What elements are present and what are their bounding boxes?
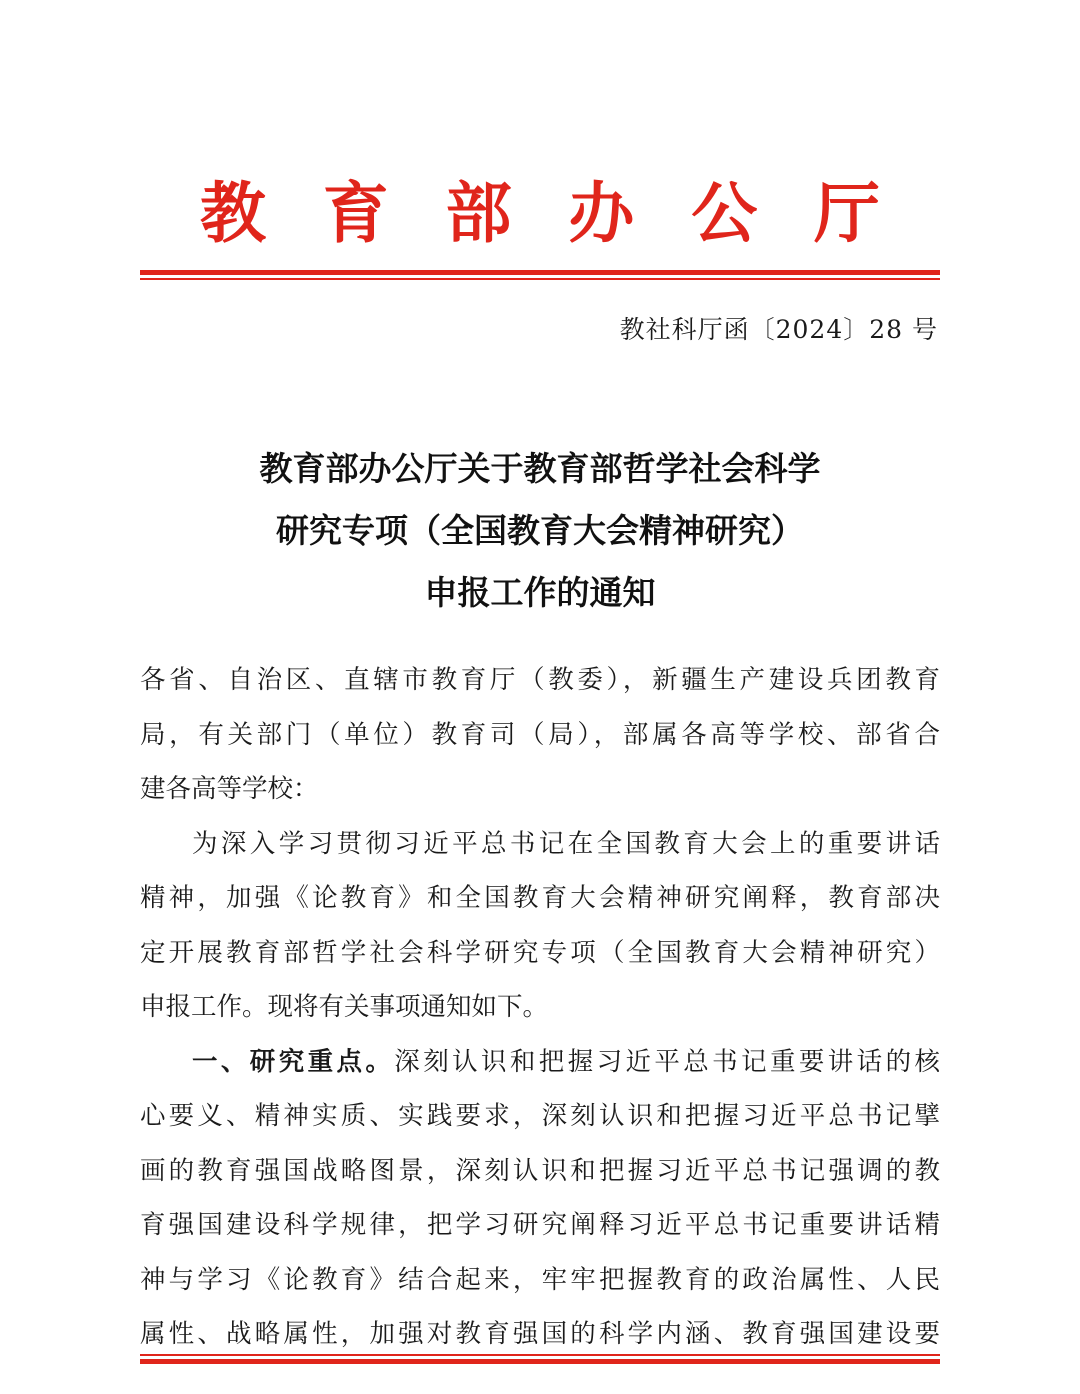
title-line: 申报工作的通知: [424, 573, 656, 612]
masthead-char: 育: [322, 174, 389, 252]
document-body: [140, 653, 940, 1362]
section-first-line: [140, 1035, 940, 1090]
section-heading: 一、研究重点。: [192, 1046, 395, 1077]
addressee-line: 建各高等学校：: [140, 774, 319, 804]
header-rule-thick: [140, 270, 940, 275]
paragraph-line: 神与学习《论教育》结合起来，牢牢把握教育的政治属性、人民: [140, 1264, 940, 1295]
masthead-char: 公: [691, 174, 758, 252]
header-rule-thin: [140, 278, 940, 280]
masthead-char: 教: [200, 174, 266, 252]
addressee-line: 各省、自治区、直辖市教育厅（教委），新疆生产建设兵团教育: [140, 665, 940, 695]
addressee-line: 局，有关部门（单位）教育司（局），部属各高等学校、部省合: [140, 719, 940, 750]
title-line: 研究专项（全国教育大会精神研究）: [276, 511, 804, 550]
title-line: 教育部办公厅关于教育部哲学社会科学: [259, 449, 821, 488]
masthead-char: 部: [445, 174, 512, 252]
paragraph-line: 育强国建设科学规律，把学习研究阐释习近平总书记重要讲话精: [140, 1210, 940, 1240]
paragraph-line: 属性、战略属性，加强对教育强国的科学内涵、教育强国建设要: [140, 1319, 940, 1349]
paragraph-line: 精神，加强《论教育》和全国教育大会精神研究阐释，教育部决: [140, 883, 940, 913]
paragraph-line: 心要义、精神实质、实践要求，深刻认识和把握习近平总书记擘: [140, 1101, 940, 1131]
paragraph-line: 申报工作。现将有关事项通知如下。: [140, 992, 549, 1022]
paragraph-line: 画的教育强国战略图景，深刻认识和把握习近平总书记强调的教: [140, 1155, 940, 1186]
section-text: 深刻认识和把握习近平总书记重要讲话的核: [394, 1046, 940, 1077]
paragraph-line: 定开展教育部哲学社会科学研究专项（全国教育大会精神研究）: [140, 937, 940, 968]
paragraph-line: 为深入学习贯彻习近平总书记在全国教育大会上的重要讲话: [192, 828, 940, 859]
masthead: [140, 168, 940, 258]
footer-rule-thick: [140, 1359, 940, 1364]
document-title: [140, 438, 940, 624]
masthead-char: 办: [568, 174, 635, 252]
document-number: 教社科厅函〔2024〕28 号: [619, 315, 938, 344]
masthead-char: 厅: [813, 174, 880, 252]
footer-rule-thin: [140, 1354, 940, 1356]
